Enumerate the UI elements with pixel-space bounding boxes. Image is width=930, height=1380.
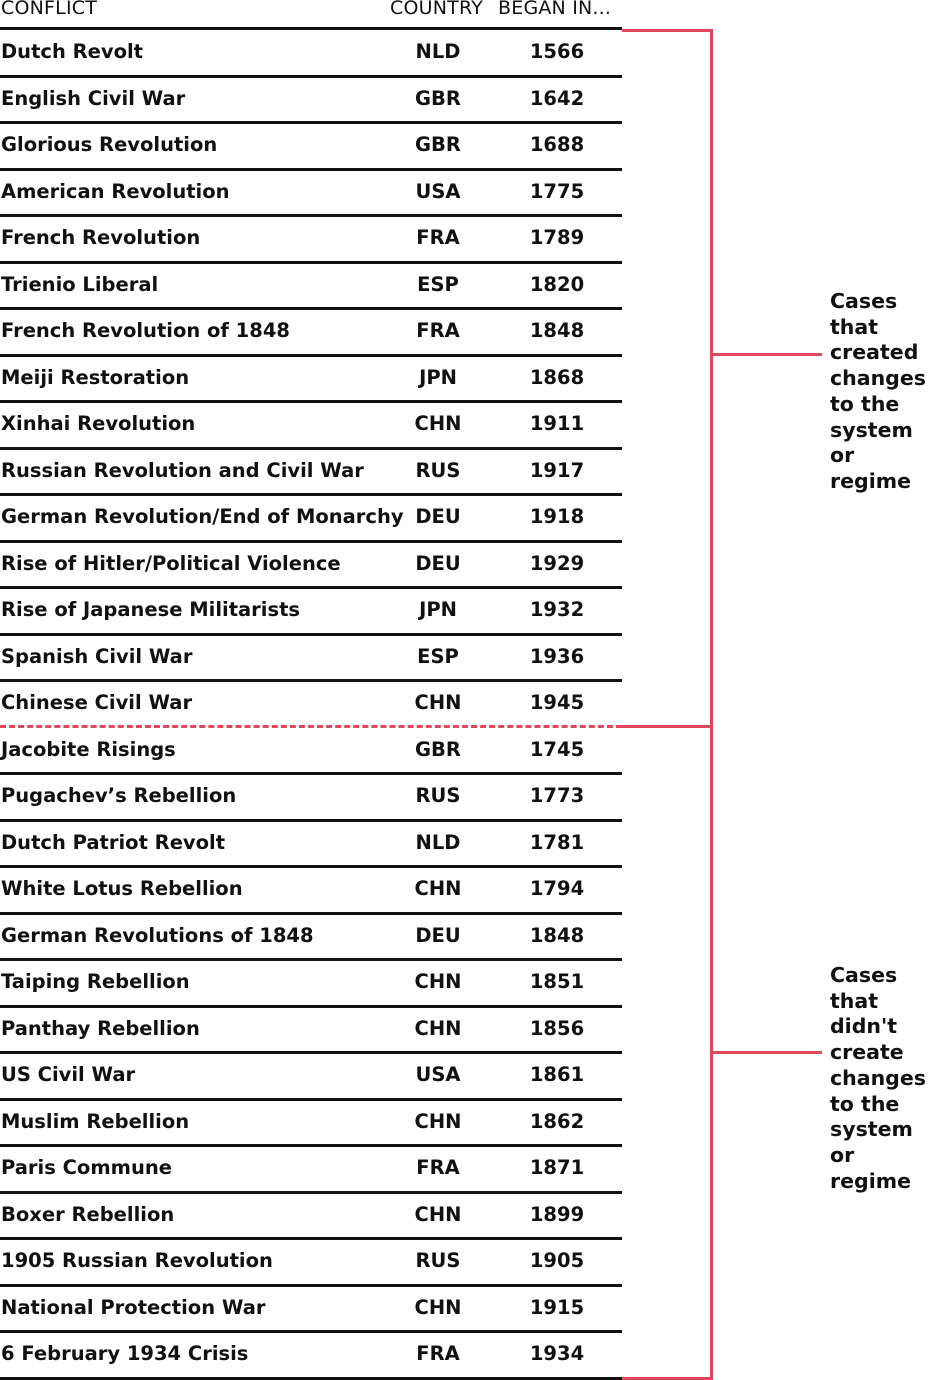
table-row xyxy=(0,264,622,311)
country-code: DEU xyxy=(415,505,461,528)
conflict-name: Meiji Restoration xyxy=(1,365,190,389)
header-country: COUNTRY xyxy=(390,0,483,19)
country-code: GBR xyxy=(415,133,461,156)
conflict-name: Taiping Rebellion xyxy=(1,970,190,993)
table-row xyxy=(0,310,622,357)
country-code: RUS xyxy=(415,784,461,807)
year-began: 1848 xyxy=(529,319,585,342)
year-began: 1929 xyxy=(529,551,585,575)
conflict-name: Russian Revolution and Civil War xyxy=(1,458,364,482)
table-row xyxy=(0,822,622,869)
table-row xyxy=(0,543,622,590)
conflict-name: Xinhai Revolution xyxy=(1,412,196,435)
table-row xyxy=(0,729,622,776)
conflict-name: 6 February 1934 Crisis xyxy=(1,1342,249,1365)
table-row xyxy=(0,357,622,404)
conflict-name: English Civil War xyxy=(1,86,186,110)
country-code: CHN xyxy=(414,970,462,993)
year-began: 1794 xyxy=(529,877,585,900)
conflict-name: Glorious Revolution xyxy=(1,133,218,156)
table-row xyxy=(0,1240,622,1287)
conflict-name: Spanish Civil War xyxy=(1,644,193,668)
table-row xyxy=(0,589,622,636)
conflict-name: Jacobite Risings xyxy=(1,737,176,761)
country-code: CHN xyxy=(414,691,462,714)
conflict-name: Chinese Civil War xyxy=(1,691,193,714)
year-began: 1911 xyxy=(529,412,585,435)
table-row xyxy=(0,403,622,450)
conflict-name: Trienio Liberal xyxy=(1,272,159,296)
year-began: 1936 xyxy=(529,644,585,668)
country-code: GBR xyxy=(415,737,461,761)
year-began: 1642 xyxy=(529,86,585,110)
conflict-name: US Civil War xyxy=(1,1063,136,1086)
table-row xyxy=(0,31,622,78)
conflict-name: American Revolution xyxy=(1,179,230,203)
country-code: CHN xyxy=(414,1202,462,1226)
year-began: 1851 xyxy=(529,970,585,993)
year-began: 1862 xyxy=(529,1109,585,1133)
conflict-name: French Revolution of 1848 xyxy=(1,319,290,342)
conflict-table-body xyxy=(0,31,622,1380)
bracket-connector-bottom xyxy=(712,1051,822,1054)
country-code: JPN xyxy=(419,598,457,621)
country-code: CHN xyxy=(414,1109,462,1133)
year-began: 1899 xyxy=(529,1202,585,1226)
country-code: RUS xyxy=(415,1249,461,1272)
conflict-name: Panthay Rebellion xyxy=(1,1016,200,1040)
table-row xyxy=(0,915,622,962)
bracket-connector-top xyxy=(712,353,822,356)
year-began: 1868 xyxy=(529,365,585,389)
country-code: CHN xyxy=(414,877,462,900)
conflict-name: Paris Commune xyxy=(1,1156,172,1179)
table-row xyxy=(0,124,622,171)
country-code: ESP xyxy=(417,272,459,296)
conflict-name: Pugachev’s Rebellion xyxy=(1,784,237,807)
table-row xyxy=(0,1147,622,1194)
table-row xyxy=(0,496,622,543)
table-row xyxy=(0,171,622,218)
note-no-regime-change: Cases that didn't create changes to the system or regime xyxy=(830,963,926,1193)
country-code: JPN xyxy=(419,365,457,389)
group-divider-dashed xyxy=(0,725,622,728)
year-began: 1918 xyxy=(529,505,585,528)
year-began: 1848 xyxy=(529,923,585,947)
table-row xyxy=(0,450,622,497)
year-began: 1917 xyxy=(529,458,585,482)
year-began: 1789 xyxy=(529,226,585,249)
year-began: 1688 xyxy=(529,133,585,156)
country-code: FRA xyxy=(416,319,460,342)
conflict-name: German Revolution/End of Monarchy xyxy=(1,505,404,528)
year-began: 1856 xyxy=(529,1016,585,1040)
table-row xyxy=(0,1054,622,1101)
year-began: 1775 xyxy=(529,179,585,203)
country-code: CHN xyxy=(414,412,462,435)
conflict-name: Rise of Japanese Militarists xyxy=(1,598,301,621)
table-row xyxy=(0,775,622,822)
table-row xyxy=(0,636,622,683)
country-code: DEU xyxy=(415,551,461,575)
bracket-no-regime-change xyxy=(622,725,713,1380)
conflict-name: Dutch Revolt xyxy=(1,40,143,63)
year-began: 1773 xyxy=(529,784,585,807)
conflict-name: Muslim Rebellion xyxy=(1,1109,190,1133)
table-row xyxy=(0,1008,622,1055)
country-code: NLD xyxy=(415,830,461,854)
country-code: DEU xyxy=(415,923,461,947)
year-began: 1934 xyxy=(529,1342,585,1365)
conflict-name: German Revolutions of 1848 xyxy=(1,923,314,947)
country-code: RUS xyxy=(415,458,461,482)
table-row xyxy=(0,1333,622,1380)
conflict-name: Boxer Rebellion xyxy=(1,1202,175,1226)
conflict-name: Dutch Patriot Revolt xyxy=(1,830,226,854)
year-began: 1781 xyxy=(529,830,585,854)
country-code: CHN xyxy=(414,1016,462,1040)
header-began-in: BEGAN IN... xyxy=(498,0,612,19)
conflict-name: White Lotus Rebellion xyxy=(1,877,243,900)
bracket-regime-change xyxy=(622,29,713,728)
year-began: 1861 xyxy=(529,1063,585,1086)
table-header xyxy=(0,0,622,30)
conflict-name: Rise of Hitler/Political Violence xyxy=(1,551,341,575)
country-code: FRA xyxy=(416,226,460,249)
table-row xyxy=(0,1194,622,1241)
year-began: 1820 xyxy=(529,272,585,296)
table-row xyxy=(0,1101,622,1148)
header-conflict: CONFLICT xyxy=(1,0,98,19)
year-began: 1871 xyxy=(529,1156,585,1179)
table-row xyxy=(0,961,622,1008)
country-code: FRA xyxy=(416,1156,460,1179)
table-row xyxy=(0,868,622,915)
country-code: FRA xyxy=(416,1342,460,1365)
year-began: 1945 xyxy=(529,691,585,714)
country-code: GBR xyxy=(415,86,461,110)
conflict-name: National Protection War xyxy=(1,1295,266,1319)
country-code: ESP xyxy=(417,644,459,668)
year-began: 1566 xyxy=(529,40,585,63)
year-began: 1745 xyxy=(529,737,585,761)
year-began: 1905 xyxy=(529,1249,585,1272)
table-row xyxy=(0,78,622,125)
conflict-name: 1905 Russian Revolution xyxy=(1,1249,273,1272)
year-began: 1915 xyxy=(529,1295,585,1319)
country-code: CHN xyxy=(414,1295,462,1319)
country-code: USA xyxy=(415,1063,461,1086)
table-row xyxy=(0,682,622,729)
conflict-name: French Revolution xyxy=(1,226,201,249)
table-row xyxy=(0,217,622,264)
country-code: NLD xyxy=(415,40,461,63)
year-began: 1932 xyxy=(529,598,585,621)
country-code: USA xyxy=(415,179,461,203)
note-regime-change: Cases that created changes to the system or regime xyxy=(830,289,926,493)
table-row xyxy=(0,1287,622,1334)
